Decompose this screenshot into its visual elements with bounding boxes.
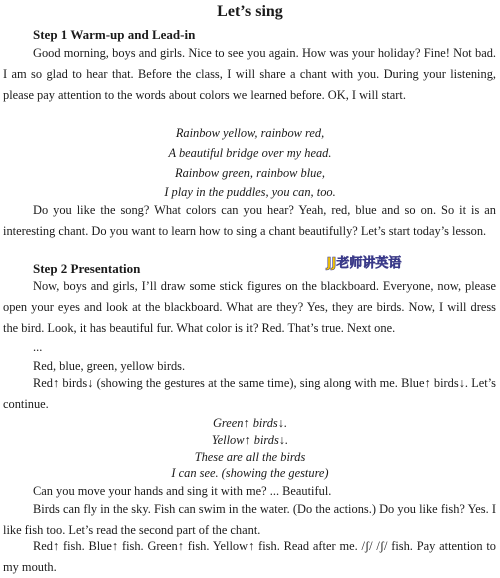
step1-verse-line-2: A beautiful bridge over my head.: [168, 146, 332, 160]
step2-verse-line-3: These are all the birds: [194, 450, 306, 464]
step2-paragraph-3: Birds can fly in the sky. Fish can swim in the water. (Do the actions.) Do you like fish? Yes. I like fish too. Let’s read the second part of the chant.: [3, 502, 496, 537]
step2-verse-line-4: I can see. (showing the gesture): [171, 466, 329, 480]
step1-verse-line-4: I play in the puddles, you can, too.: [164, 185, 336, 199]
step2-paragraph-4: Red↑ fish. Blue↑ fish. Green↑ fish. Yellow↑ fish. Read after me. /ʃ/ /ʃ/ fish. Pay attention to my mouth.: [3, 539, 496, 574]
step2-paragraph-1: Now, boys and girls, I’ll draw some stick figures on the blackboard. Everyone, now, please open your eyes and look at the blackboard. What are they? Yes, they are birds. Now, I will dress the bird. Look, it has beautiful fur. What color is it? Red. That’s true. Next one.: [3, 279, 496, 335]
watermark-logo: [312, 253, 416, 271]
step2-verse-line-1: Green↑ birds↓.: [212, 416, 288, 430]
move-hands-line: Can you move your hands and sing it with me? ... Beautiful.: [33, 484, 332, 498]
birds-colors-line: Red, blue, green, yellow birds.: [33, 359, 186, 373]
page-title: Let’s sing: [217, 3, 283, 20]
step1-heading: Step 1 Warm-up and Lead-in: [33, 27, 196, 42]
watermark-logo-icon: [312, 253, 416, 271]
watermark-text: JJ老师讲英语: [326, 256, 402, 271]
ellipsis-line: ...: [33, 340, 43, 354]
step2-verse-line-2: Yellow↑ birds↓.: [211, 433, 289, 447]
step2-paragraph-2: Red↑ birds↓ (showing the gestures at the same time), sing along with me. Blue↑ birds↓. Let’s continue.: [3, 376, 496, 411]
step2-heading: Step 2 Presentation: [33, 261, 141, 276]
step1-paragraph-2: Do you like the song? What colors can you hear? Yeah, red, blue and so on. So it is an interesting chant. Do you want to learn how to sing a chant beautifully? Let’s start today’s lesson.: [3, 203, 496, 238]
step1-verse-line-1: Rainbow yellow, rainbow red,: [175, 126, 325, 140]
step1-verse-line-3: Rainbow green, rainbow blue,: [175, 166, 325, 180]
step1-paragraph-1: Good morning, boys and girls. Nice to see you again. How was your holiday? Fine! Not bad. I am so glad to hear that. Before the class, I will share a chant with you. During your listening, please pay attention to the words about colors we learned before. OK, I will start.: [3, 46, 496, 102]
